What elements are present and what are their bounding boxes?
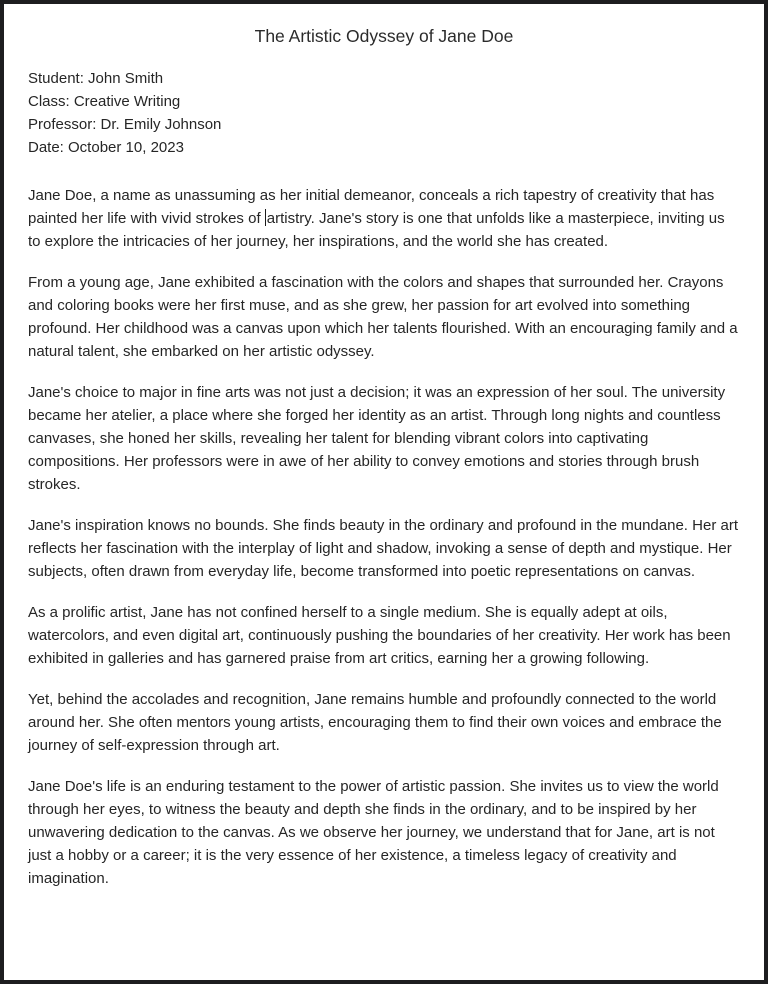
paragraph-intro[interactable] — [28, 184, 740, 253]
paragraph-intro-text-after-caret: artistry. Jane's story is one that unfolds like a masterpiece, inviting us to explore the intricacies of her journey, her inspirations, and the world she has created. — [28, 210, 725, 250]
paragraph-childhood[interactable]: From a young age, Jane exhibited a fascination with the colors and shapes that surrounded her. Crayons and coloring books were her first muse, and as she grew, her passion for art evolved into something profound. Her childhood was a canvas upon which her talents flourished. With an encouraging family and a natural talent, she embarked on her artistic odyssey. — [28, 274, 738, 360]
paragraph-inspiration[interactable]: Jane's inspiration knows no bounds. She finds beauty in the ordinary and profound in the mundane. Her art reflects her fascination with the interplay of light and shadow, invoking a sense of depth and mystique. Her subjects, often drawn from everyday life, become transformed into poetic representations on canvas. — [28, 517, 738, 580]
paragraph-intro-text-before-caret: Jane Doe, a name as unassuming as her initial demeanor, conceals a rich tapestry of creativity that has painted her life with vivid strokes of — [28, 187, 715, 227]
document-meta-block — [28, 67, 740, 159]
document-title[interactable]: The Artistic Odyssey of Jane Doe — [254, 26, 514, 46]
document-page[interactable] — [4, 4, 764, 890]
meta-line-student[interactable]: Student: John Smith — [28, 70, 164, 87]
paragraph-university[interactable]: Jane's choice to major in fine arts was not just a decision; it was an expression of her soul. The university became her atelier, a place where she forged her identity as an artist. Through long nights and countless canvases, she honed her skills, revealing her talent for blending vibrant colors into captivating compositions. Her professors were in awe of her ability to convey emotions and stories through brush strokes. — [28, 384, 726, 493]
meta-line-date[interactable]: Date: October 10, 2023 — [28, 139, 184, 156]
paragraph-humility[interactable]: Yet, behind the accolades and recognition, Jane remains humble and profoundly connected to the world around her. She often mentors young artists, encouraging them to find their own voices and embrace the journey of self-expression through art. — [28, 691, 722, 754]
meta-line-professor[interactable]: Professor: Dr. Emily Johnson — [28, 116, 222, 133]
meta-line-class[interactable]: Class: Creative Writing — [28, 93, 181, 110]
paragraph-conclusion[interactable]: Jane Doe's life is an enduring testament to the power of artistic passion. She invites us to view the world through her eyes, to witness the beauty and depth she finds in the ordinary, and to be inspired by her unwavering dedication to the canvas. As we observe her journey, we understand that for Jane, art is not just a hobby or a career; it is the very essence of her existence, a timeless legacy of creativity and imagination. — [28, 778, 719, 887]
paragraph-mediums[interactable]: As a prolific artist, Jane has not confined herself to a single medium. She is equally adept at oils, watercolors, and even digital art, continuously pushing the boundaries of her creativity. Her work has been exhibited in galleries and has garnered praise from art critics, earning her a growing following. — [28, 604, 731, 667]
